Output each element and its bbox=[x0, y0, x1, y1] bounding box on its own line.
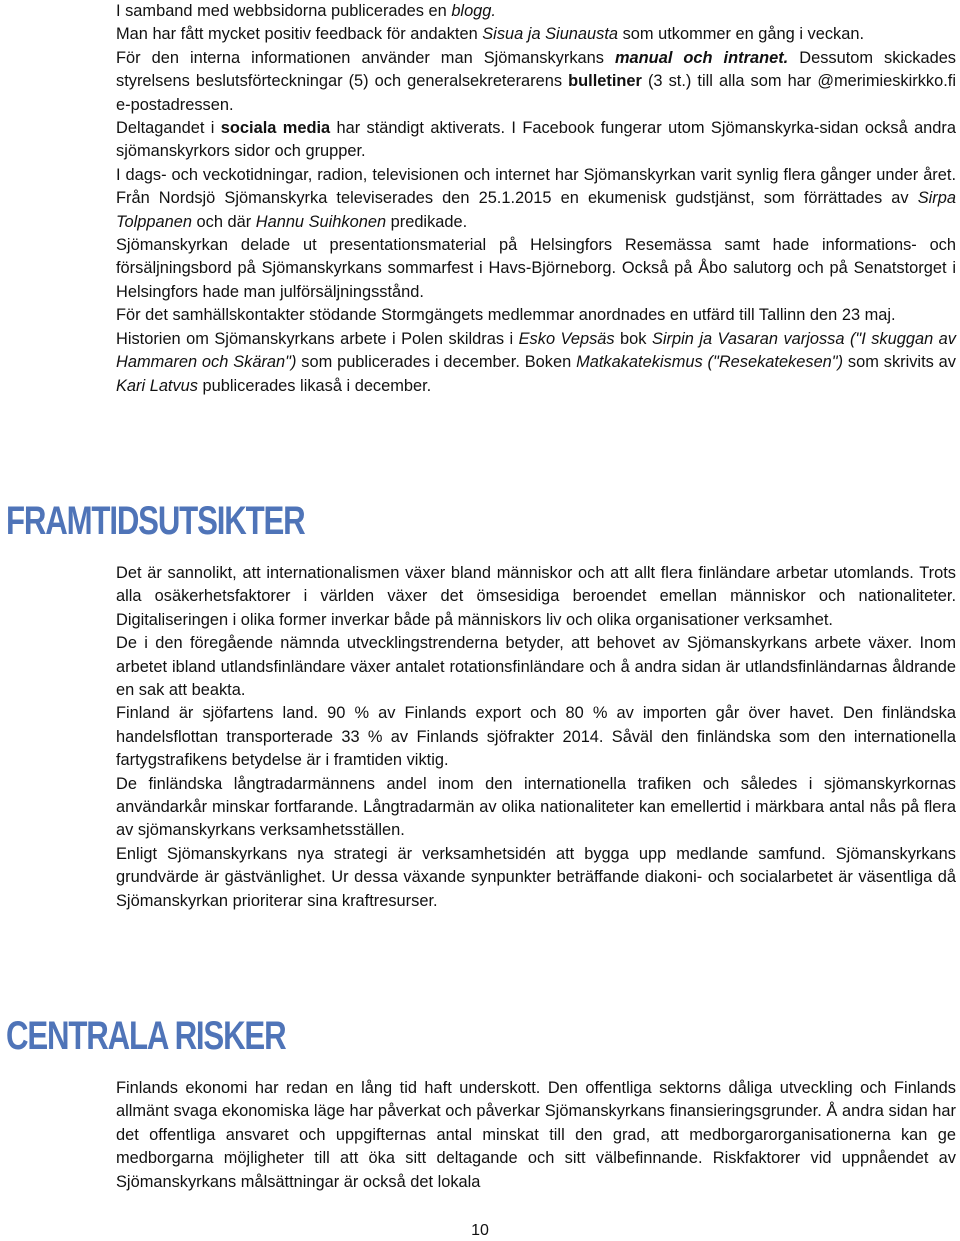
paragraph-history-books: Historien om Sjömanskyrkans arbete i Polen skildras i Esko Vepsäs bok Sirpin ja Vasaran varjossa ("I skuggan av Hammaren och Skäran") som publicerades i december. Boken Matkakatekismus ("Resekatekesen") som skrivits av Kari Latvus publicerades likaså i december. bbox=[116, 329, 956, 395]
paragraph-social-media: Deltagandet i sociala media har ständigt aktiverats. I Facebook fungerar utom Sjömanskyrka-sidan också andra sjömanskyrkors sidor och grupper. bbox=[116, 119, 956, 161]
paragraph-internal-info: För den interna informationen använder man Sjömanskyrkans manual och intranet. Dessutom skickades styrelsens beslutsförteckningar (5) och generalsekreterarens bulletiner (3 st.) till alla som har @merimieskirkko.fi e-postadressen. bbox=[116, 48, 957, 114]
name-hannu: Hannu Suihkonen bbox=[255, 212, 387, 231]
paragraph-truckers: De finländska långtradarmännens andel inom den internationella trafiken och således i sjömanskyrkornas användarkår minskar fortfarande. Långtradarmän av olika nationaliteter kan emellertid i märkbara antal nås på flera av sjömanskyrkans verksamhetsställen. bbox=[116, 774, 956, 840]
paragraph-media-presence: I dags- och veckotidningar, radion, televisionen och internet har Sjömanskyrkan varit synlig flera gånger under året. Från Nordsjö Sjömanskyrka televiserades den 25.1.2015 en ekumenisk gudstjänst, som förrättades av Sirpa Tolppanen och där Hannu Suihkonen predikade. bbox=[116, 165, 956, 231]
section-communication bbox=[116, 0, 956, 398]
paragraph-strategy: Enligt Sjömanskyrkans nya strategi är verksamhetsidén att bygga upp medlande samfund. Sjömanskyrkans grundvärde är gästvänlighet. Ur dessa växande synpunkter beträffande diakoni- och socialarbetet är väsentliga då Sjömanskyrkan prioriterar sina kraftresurser. bbox=[116, 844, 956, 910]
paragraph-presentation-material: Sjömanskyrkan delade ut presentationsmaterial på Helsingfors Resemässa samt hade informations- och försäljningsbord på Sjömanskyrkans sommarfest i Havs-Björneborg. Också på Åbo salutorg och på Senatstorget i Helsingfors hade man julförsäljningsstånd. bbox=[116, 236, 956, 301]
section-framtidsutsikter bbox=[116, 562, 956, 913]
manual-intranet-emphasis: manual och intranet. bbox=[614, 48, 789, 67]
book-title-sirpin: Sirpin ja Vasaran varjossa ("I skuggan av Hammaren och Skäran") bbox=[116, 329, 956, 372]
section-centrala-risker bbox=[116, 1077, 956, 1194]
heading-framtidsutsikter: FRAMTIDSUTSIKTER bbox=[6, 499, 305, 543]
name-sirpa: Sirpa Tolppanen bbox=[116, 189, 956, 231]
page-number: 10 bbox=[471, 1222, 489, 1239]
paragraph-tallinn-trip: För det samhällskontakter stödande Stormgängets medlemmar anordnades en utfärd till Tallinn den 23 maj. bbox=[116, 306, 896, 325]
paragraph-internationalism: Det är sannolikt, att internationalismen växer bland människor och att allt flera finländare arbetar utomlands. Trots alla osäkerhetsfaktorer i världen växer det ömsesidiga beroendet emellan människor och nationaliteter. Digitaliseringen i olika former inverkar både på människors liv och olika organisationer verksamhet. bbox=[116, 564, 956, 629]
social-media-emphasis: sociala media bbox=[220, 119, 331, 138]
heading-centrala-risker: CENTRALA RISKER bbox=[6, 1014, 286, 1058]
paragraph-feedback: Man har fått mycket positiv feedback för andakten Sisua ja Siunausta som utkommer en gång i veckan. bbox=[116, 25, 865, 44]
sisua-title: Sisua ja Siunausta bbox=[482, 25, 619, 44]
bulletiner-emphasis: bulletiner bbox=[568, 72, 642, 91]
author-kari: Kari Latvus bbox=[116, 376, 198, 395]
paragraph-economy: Finlands ekonomi har redan en lång tid haft underskott. Den offentliga sektorns dåliga utveckling och Finlands allmänt svaga ekonomiska läge har påverkat och påverkar Sjömanskyrkans finansieringsgrunder. Å andra sidan har det offentliga ansvaret och uppgifternas antal minskat till den grad, att medborgarorganisationerna kan ge medborgarna möjligheter till att öka sitt deltagande och sitt välbefinnande. Riskfaktorer vid uppnåendet av Sjömanskyrkans målsättningar är också det lokala bbox=[116, 1079, 956, 1191]
paragraph-seafaring: Finland är sjöfartens land. 90 % av Finlands export och 80 % av importen går över havet. Den finländska handelsflottan transporterade 33 % av Finlands sjöfrakter 2014. Såväl den finländska som den internationella fartygstrafikens betydelse är i framtiden viktig. bbox=[116, 704, 956, 770]
paragraph-trends: De i den föregående nämnda utvecklingstrenderna betyder, att behovet av Sjömanskyrkans arbete växer. Inom arbetet ibland utlandsfinländare växer antalet rotationsfinländare och å andra sidan är utlandsfinländarnas åldrande en sak att beakta. bbox=[116, 634, 956, 700]
paragraph-blog: I samband med webbsidorna publicerades en blogg. bbox=[116, 2, 496, 20]
author-esko: Esko Vepsäs bbox=[518, 329, 615, 348]
book-title-matkakatekismus: Matkakatekismus ("Resekatekesen") bbox=[576, 353, 844, 372]
blog-emphasis: blogg. bbox=[451, 2, 496, 20]
